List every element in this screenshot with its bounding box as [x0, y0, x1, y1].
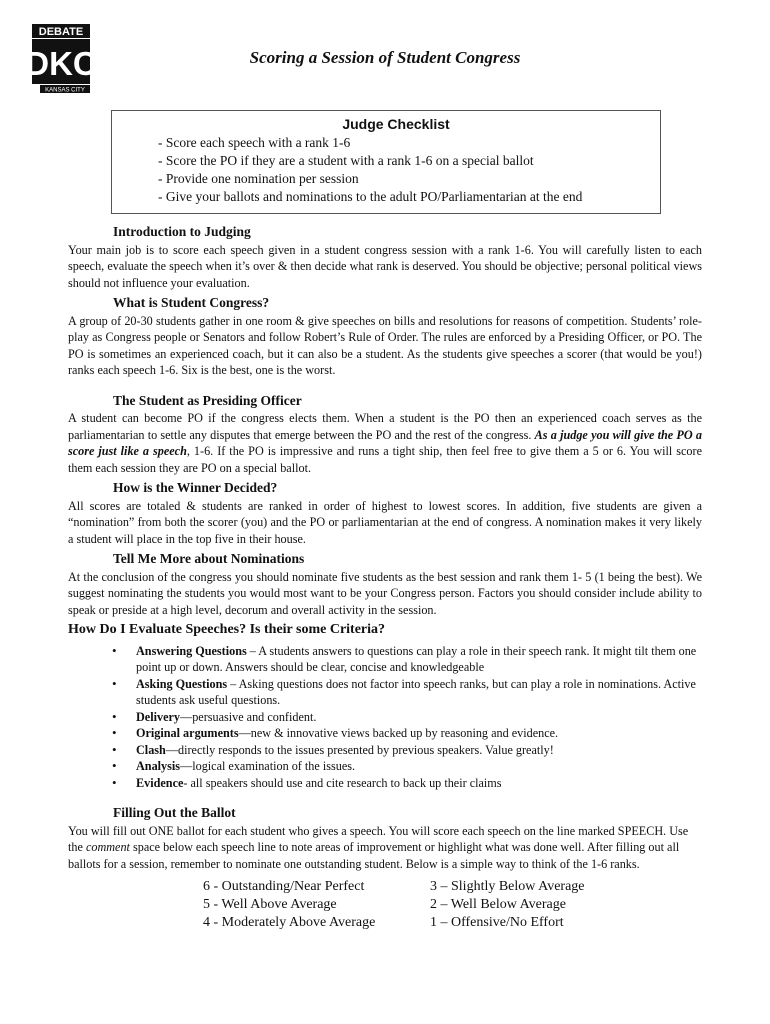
rank-item: 4 - Moderately Above Average	[203, 915, 376, 930]
ballot-body-part-2: space below each speech line to note areas of improvement or highlight what was done well. After filling out all ballots for a session, remember to nominate one outstanding student. Below is a simple way to think of the 1-6 ranks.	[68, 840, 680, 871]
checklist-items	[158, 134, 660, 206]
logo-main-text: DKC	[25, 45, 97, 82]
section-body-po	[68, 410, 702, 476]
criteria-term: Asking Questions	[136, 676, 228, 691]
criteria-term: Analysis	[136, 759, 181, 773]
po-body-part-1: A student can become PO if the congress elects them. When a student is the PO then an experienced coach serves as the parliamentarian to settle any disputes that emerge between the PO and the rest of the congress.	[68, 411, 702, 442]
section-body-intro: Your main job is to score each speech given in a student congress session with a rank 1-6. You will carefully listen to each speech, evaluate the speech when it’s over & then decide what rank is deserved. You should be objective; personal political views should not influence your evaluation.	[68, 242, 702, 290]
rank-scale	[203, 878, 702, 932]
section-body-ballot	[68, 823, 702, 873]
section-body-what: A group of 20-30 students gather in one room & give speeches on bills and resolutions for reasons of competition. Students’ role-play as Congress people or Senators and follow Robert’s Rule of Order. The rules are enforced by a Presiding Officer, or PO. The PO is sometimes an experienced coach, but it can also be a student. As the students give speeches a scorer (that would be you!) ranks each speech 1-6. Six is the best, one is the worst.	[68, 313, 702, 377]
criteria-list	[118, 643, 702, 792]
criteria-term: Answering Questions	[136, 643, 247, 658]
rank-item: 3 – Slightly Below Average	[430, 879, 585, 894]
checklist-item: - Give your ballots and nominations to the adult PO/Parliamentarian at the end	[158, 189, 583, 204]
checklist-item: - Score each speech with a rank 1-6	[158, 135, 351, 150]
checklist-item: - Provide one nomination per session	[158, 171, 359, 186]
criteria-item	[118, 643, 702, 676]
criteria-term: Delivery	[136, 709, 180, 724]
criteria-term: Original arguments	[136, 726, 239, 740]
page-title: Scoring a Session of Student Congress	[249, 48, 521, 67]
criteria-item	[118, 742, 702, 759]
rank-item: 2 – Well Below Average	[430, 897, 566, 912]
section-heading-nominations: Tell Me More about Nominations	[113, 551, 305, 566]
rank-scale-right	[430, 878, 657, 932]
rank-scale-left	[203, 878, 430, 932]
criteria-desc: —persuasive and confident.	[180, 709, 317, 724]
criteria-desc: – Asking questions does not factor into speech ranks, but can play a role in nominations. Active students ask useful questions.	[136, 676, 696, 707]
section-body-nominations: At the conclusion of the congress you should nominate five students as the best session and rank them 1- 5 (1 being the best). We suggest nominating the students you would most want to be your Congress person. Factors you should consider include ability to speak or preside at a high level, decorum and overall activity in the session.	[68, 569, 702, 617]
criteria-item	[118, 709, 702, 726]
ballot-comment-word: comment	[85, 840, 130, 854]
criteria-item	[118, 775, 702, 792]
criteria-item	[118, 676, 702, 709]
section-heading-winner: How is the Winner Decided?	[113, 480, 278, 495]
criteria-item	[118, 758, 702, 775]
criteria-desc: —logical examination of the issues.	[180, 759, 356, 773]
judge-checklist-box	[111, 110, 661, 214]
criteria-item	[118, 725, 702, 742]
rank-item: 1 – Offensive/No Effort	[430, 915, 564, 930]
logo-bottom-text: KANSAS CITY	[45, 87, 85, 94]
section-heading-ballot: Filling Out the Ballot	[113, 805, 236, 820]
document-body	[68, 220, 702, 932]
po-body-part-2: , 1-6. If the PO is impressive and runs a tight ship, then feel free to give them a 5 or 6. You will score them each session they are PO on a special ballot.	[68, 444, 702, 475]
ballot-body-part-1: You will fill out ONE ballot for each student who gives a speech. You will score each speech on the line marked SPEECH. Use the	[68, 823, 689, 854]
section-heading-intro: Introduction to Judging	[113, 224, 251, 239]
criteria-term: Clash	[136, 742, 166, 757]
checklist-item: - Score the PO if they are a student with a rank 1-6 on a special ballot	[158, 153, 534, 168]
criteria-desc: - all speakers should use and cite research to back up their claims	[183, 775, 502, 790]
po-emphasis: As a judge you will give the PO a score just like a speech	[68, 427, 702, 458]
section-heading-criteria: How Do I Evaluate Speeches? Is their some Criteria?	[68, 622, 386, 637]
logo-top-text: DEBATE	[38, 26, 84, 38]
criteria-desc: —new & innovative views backed up by reasoning and evidence.	[238, 726, 559, 740]
section-heading-what: What is Student Congress?	[113, 295, 270, 310]
section-heading-po: The Student as Presiding Officer	[113, 392, 302, 408]
criteria-desc: —directly responds to the issues presented by previous speakers. Value greatly!	[165, 742, 554, 757]
section-body-winner: All scores are totaled & students are ranked in order of highest to lowest scores. In addition, five students are given a “nomination” from both the scorer (you) and the PO or parliamentarian at the end of congress. A nomination makes it very likely a student will place in the top five in their house.	[68, 498, 702, 546]
rank-item: 6 - Outstanding/Near Perfect	[203, 879, 365, 894]
criteria-desc: – A students answers to questions can play a role in their speech rank. It might tilt them one point up or down. Answers should be clear, concise and knowledgeable	[136, 643, 697, 674]
rank-item: 5 - Well Above Average	[203, 897, 337, 912]
criteria-term: Evidence	[136, 775, 184, 790]
checklist-title: Judge Checklist	[342, 116, 450, 132]
